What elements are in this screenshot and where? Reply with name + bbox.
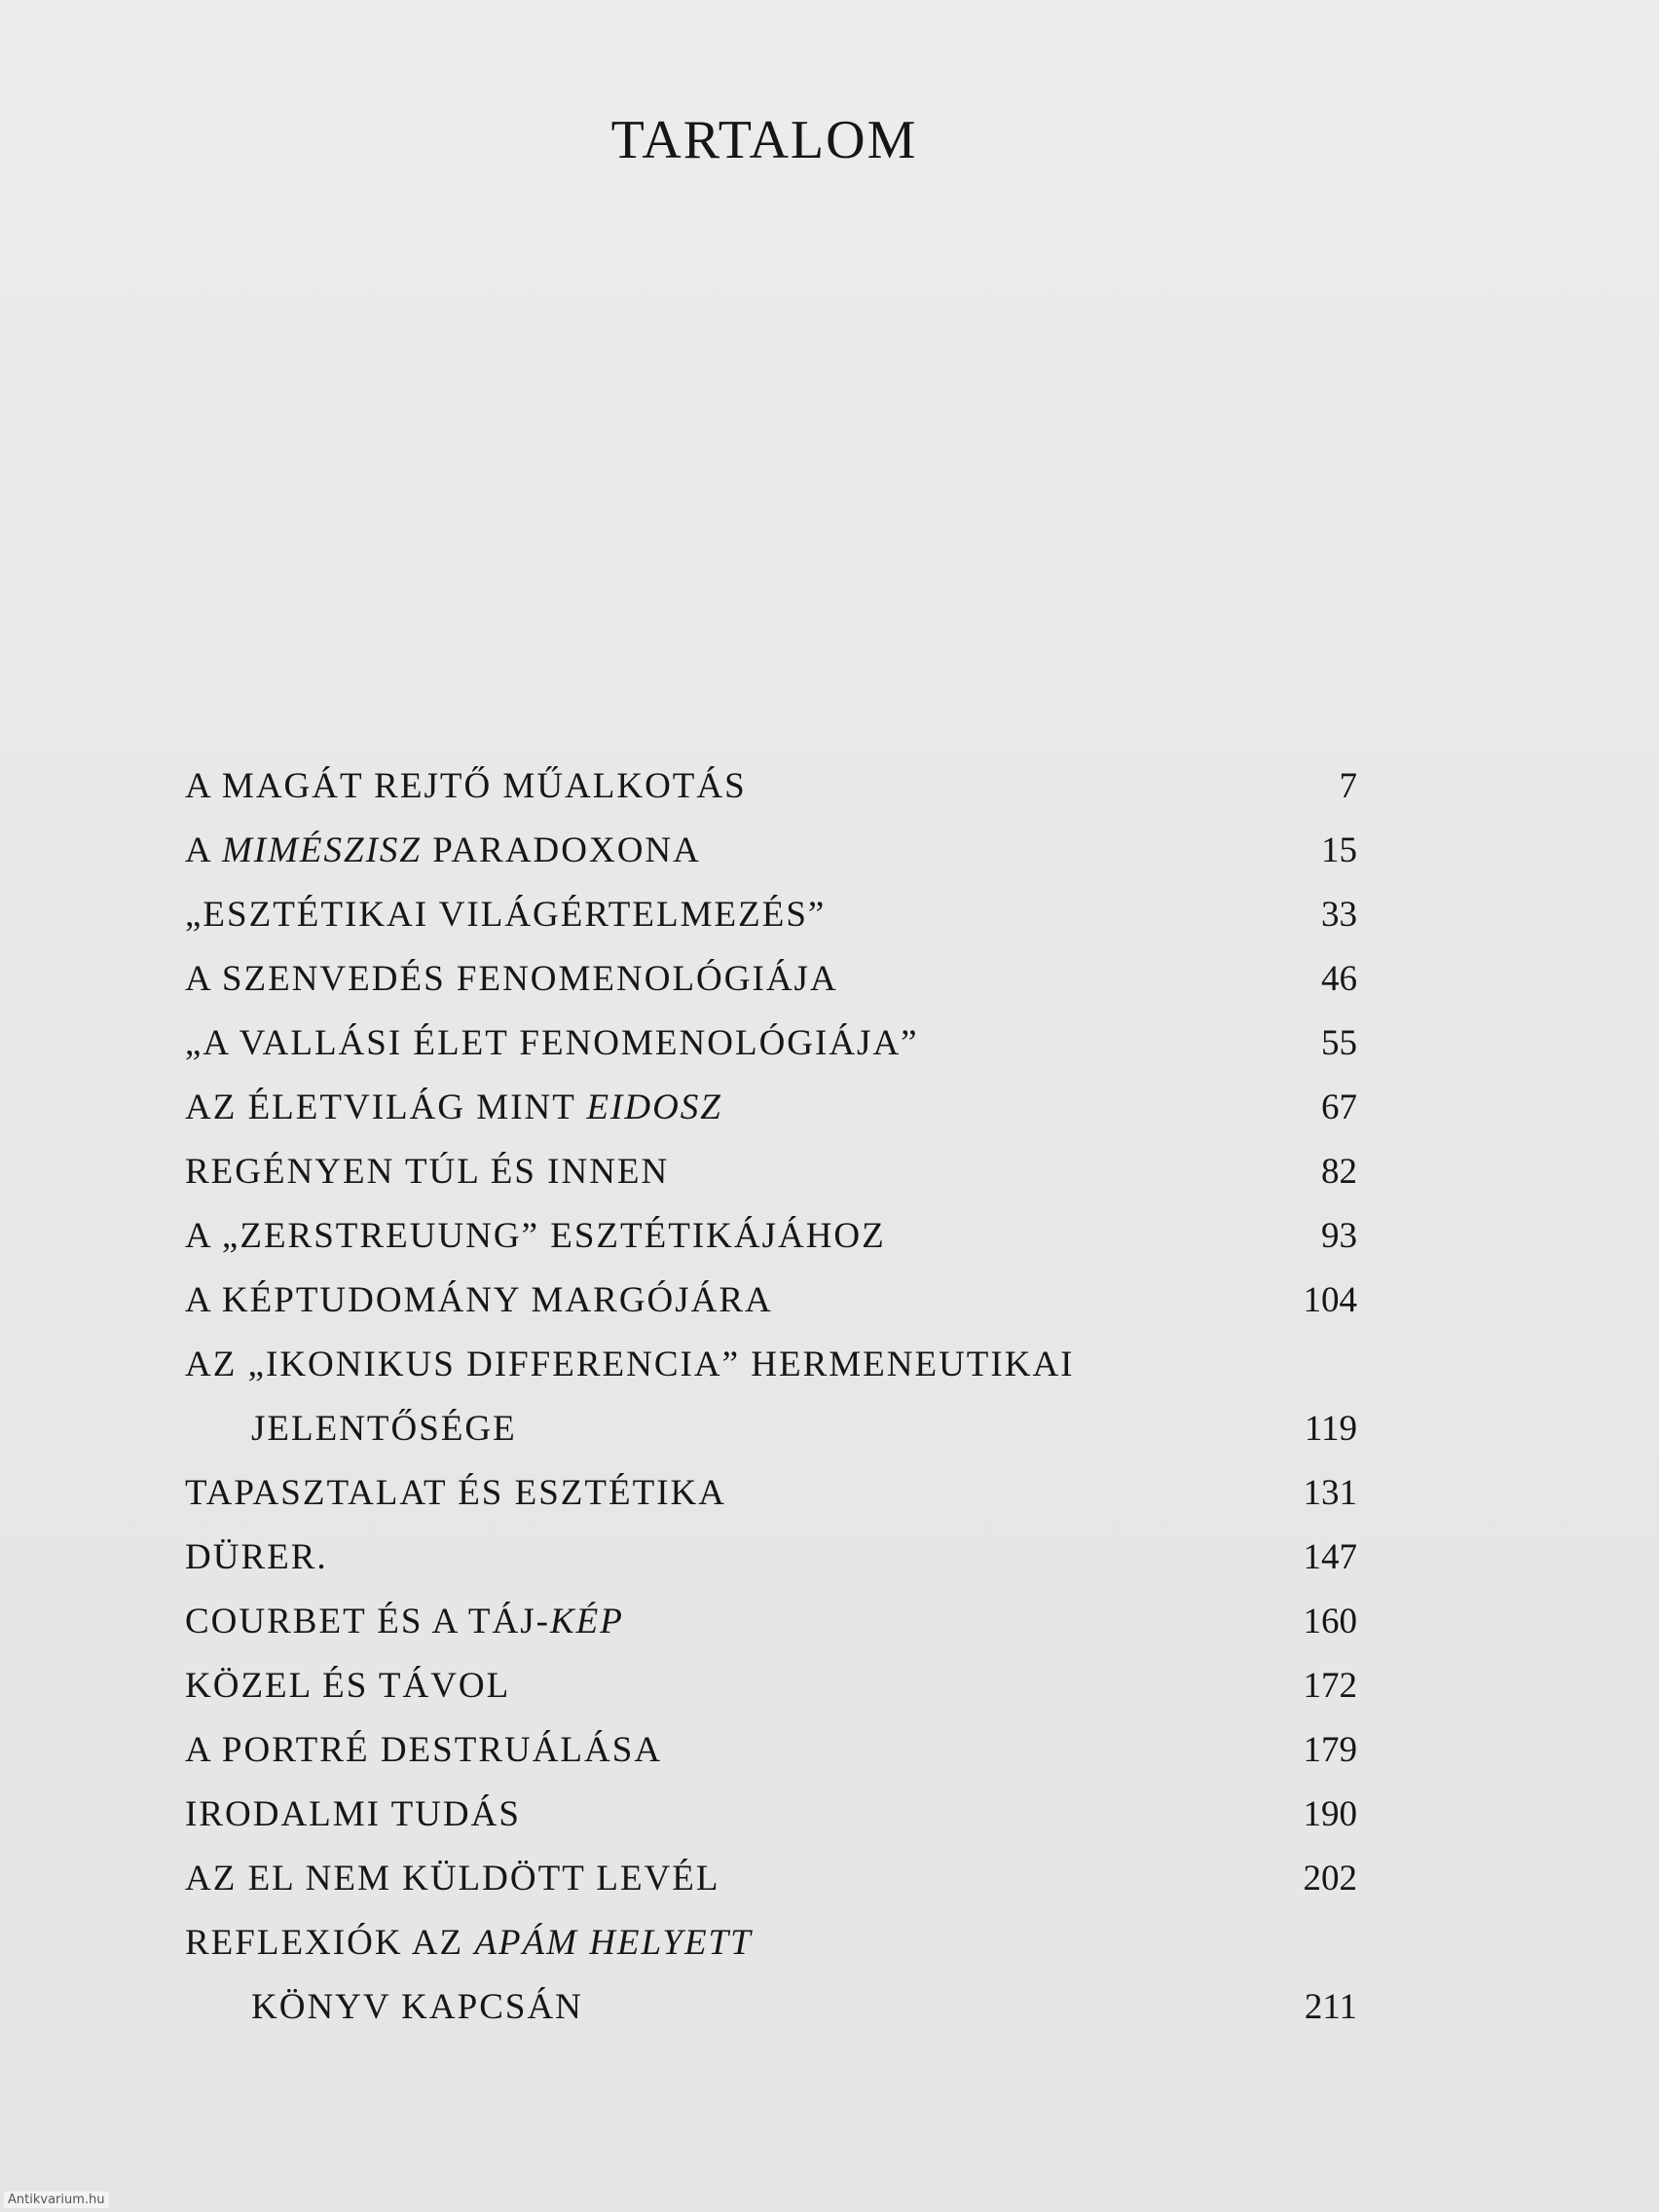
toc-title-part: A PORTRÉ DESTRUÁLÁSA bbox=[185, 1730, 663, 1770]
toc-entry-title bbox=[185, 1333, 1074, 1397]
toc-entry-title bbox=[185, 883, 826, 947]
toc-title-italic-part: MIMÉSZISZ bbox=[221, 830, 422, 870]
toc-entry-title bbox=[185, 819, 701, 883]
toc-title-part: A „ZERSTREUUNG” ESZTÉTIKÁJÁHOZ bbox=[185, 1216, 886, 1256]
toc-title-part: A bbox=[185, 830, 222, 870]
toc-entry-title bbox=[185, 1526, 328, 1590]
toc-title-part: JELENTŐSÉGE bbox=[251, 1409, 517, 1449]
toc-entry bbox=[185, 1140, 1357, 1204]
toc-entry bbox=[185, 1783, 1357, 1847]
toc-entry bbox=[185, 1911, 1357, 1975]
toc-title-part: TAPASZTALAT ÉS ESZTÉTIKA bbox=[185, 1473, 726, 1513]
toc-title-part: COURBET ÉS A TÁJ- bbox=[185, 1602, 550, 1641]
toc-title-part: „ESZTÉTIKAI VILÁGÉRTELMEZÉS” bbox=[185, 895, 827, 935]
toc-entry-title bbox=[185, 755, 747, 819]
toc-entry-title bbox=[185, 1847, 720, 1911]
toc-entry-title bbox=[185, 1590, 624, 1654]
toc-entry bbox=[185, 1975, 1357, 2040]
toc-entry bbox=[185, 1269, 1357, 1333]
toc-entry-title bbox=[185, 947, 838, 1012]
toc-title-part: „A VALLÁSI ÉLET FENOMENOLÓGIÁJA” bbox=[185, 1023, 919, 1063]
toc-entry bbox=[185, 1718, 1357, 1783]
toc-title-part: IRODALMI TUDÁS bbox=[185, 1794, 521, 1834]
toc-entry bbox=[185, 1590, 1357, 1654]
toc-title-part: DÜRER. bbox=[185, 1537, 328, 1577]
toc-title-part: A MAGÁT REJTŐ MŰALKOTÁS bbox=[185, 766, 747, 806]
toc-entry-title bbox=[185, 1654, 510, 1718]
toc-title-part: A KÉPTUDOMÁNY MARGÓJÁRA bbox=[185, 1280, 773, 1320]
toc-entry-title bbox=[185, 1076, 722, 1140]
toc-entry-title bbox=[185, 1461, 726, 1526]
toc-title-part: AZ ÉLETVILÁG MINT bbox=[185, 1088, 587, 1127]
toc-page-number: 131 bbox=[1303, 1473, 1357, 1513]
toc-entry-title bbox=[251, 1397, 517, 1461]
toc-entry bbox=[185, 1076, 1357, 1140]
toc-page-number: 7 bbox=[1339, 766, 1357, 806]
toc-page-number: 33 bbox=[1321, 895, 1357, 935]
page-title: TARTALOM bbox=[610, 110, 918, 170]
toc-entry-title bbox=[185, 1911, 753, 1975]
toc-entry bbox=[185, 1333, 1357, 1397]
toc-entry-title bbox=[185, 1012, 919, 1076]
toc-title-italic-part: EIDOSZ bbox=[586, 1088, 722, 1127]
toc-title-part: REFLEXIÓK AZ bbox=[185, 1923, 475, 1963]
toc-page-number: 67 bbox=[1321, 1088, 1357, 1127]
toc-page-number: 55 bbox=[1321, 1023, 1357, 1063]
toc-entry bbox=[185, 1654, 1357, 1718]
toc-title-part: PARADOXONA bbox=[421, 830, 701, 870]
toc-entry-title bbox=[185, 1204, 886, 1269]
toc-entry bbox=[185, 1847, 1357, 1911]
toc-page-number: 202 bbox=[1303, 1859, 1357, 1899]
toc-entry bbox=[185, 1461, 1357, 1526]
table-of-contents bbox=[185, 755, 1357, 2040]
toc-entry-title bbox=[185, 1783, 521, 1847]
toc-page-number: 104 bbox=[1303, 1280, 1357, 1320]
toc-page-number: 147 bbox=[1303, 1537, 1357, 1577]
toc-page-number: 190 bbox=[1303, 1794, 1357, 1834]
toc-page-number: 119 bbox=[1304, 1409, 1357, 1449]
toc-title-part: AZ „IKONIKUS DIFFERENCIA” HERMENEUTIKAI bbox=[185, 1345, 1075, 1384]
toc-entry-title bbox=[185, 1269, 773, 1333]
toc-page-number: 172 bbox=[1303, 1666, 1357, 1706]
toc-page-number: 93 bbox=[1321, 1216, 1357, 1256]
watermark: Antikvarium.hu bbox=[4, 2192, 109, 2208]
toc-page-number: 179 bbox=[1303, 1730, 1357, 1770]
toc-title-part: REGÉNYEN TÚL ÉS INNEN bbox=[185, 1152, 670, 1192]
toc-entry-title bbox=[185, 1718, 662, 1783]
toc-page-number: 15 bbox=[1321, 830, 1357, 870]
toc-title-italic-part: KÉP bbox=[549, 1602, 624, 1641]
toc-entry-title bbox=[251, 1975, 583, 2040]
toc-page-number: 82 bbox=[1321, 1152, 1357, 1192]
toc-page-number: 211 bbox=[1304, 1987, 1357, 2027]
toc-entry bbox=[185, 883, 1357, 947]
toc-entry bbox=[185, 1204, 1357, 1269]
toc-title-part: KÖZEL ÉS TÁVOL bbox=[185, 1666, 511, 1706]
toc-title-part: KÖNYV KAPCSÁN bbox=[251, 1987, 583, 2027]
toc-title-part: A SZENVEDÉS FENOMENOLÓGIÁJA bbox=[185, 959, 838, 999]
toc-entry bbox=[185, 755, 1357, 819]
toc-page-number: 160 bbox=[1303, 1602, 1357, 1641]
toc-entry bbox=[185, 1397, 1357, 1461]
toc-page-number: 46 bbox=[1321, 959, 1357, 999]
toc-entry bbox=[185, 1012, 1357, 1076]
toc-entry bbox=[185, 1526, 1357, 1590]
toc-title-part: AZ EL NEM KÜLDÖTT LEVÉL bbox=[185, 1859, 720, 1899]
toc-entry bbox=[185, 819, 1357, 883]
toc-entry bbox=[185, 947, 1357, 1012]
toc-entry-title bbox=[185, 1140, 669, 1204]
toc-title-italic-part: APÁM HELYETT bbox=[474, 1923, 753, 1963]
